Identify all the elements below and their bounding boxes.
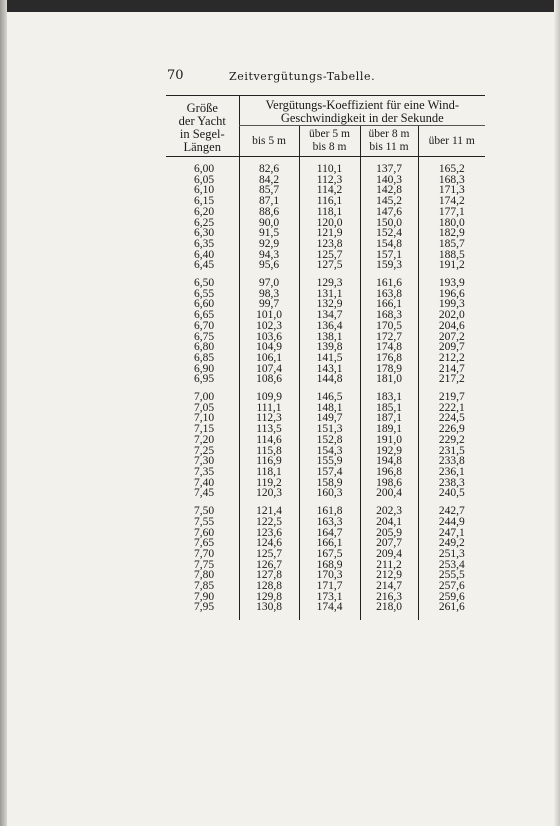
coefficient-cell: 91,5 (239, 228, 299, 239)
coefficient-cell: 251,3 (418, 549, 485, 560)
coefficient-cell: 226,9 (418, 424, 485, 435)
coefficient-cell: 137,7 (360, 164, 418, 175)
coefficient-cell: 171,3 (418, 185, 485, 196)
coefficient-cell: 112,3 (239, 413, 299, 424)
scan-left-edge (0, 0, 7, 826)
coefficient-cell: 107,4 (239, 364, 299, 375)
coefficient-cell: 126,7 (239, 560, 299, 571)
time-allowance-table (166, 95, 485, 620)
coefficient-cell: 129,8 (239, 592, 299, 603)
page-number: 70 (167, 68, 184, 83)
yacht-length-cell: 6,55 (194, 287, 215, 300)
coefficient-cell: 261,6 (418, 602, 485, 613)
yacht-length-cell: 6,00 (194, 163, 215, 175)
coefficient-cell: 113,5 (239, 424, 299, 435)
coefficient-cell: 207,2 (418, 332, 485, 343)
coefficient-cell: 132,9 (299, 299, 360, 310)
coefficient-cell: 123,8 (299, 239, 360, 250)
coefficient-cell: 119,2 (239, 478, 299, 489)
yacht-length-cell: 6,50 (194, 277, 215, 290)
coefficient-cell: 167,5 (299, 549, 360, 560)
coefficient-cell: 185,1 (360, 403, 418, 414)
yacht-length-cell: 7,80 (194, 569, 215, 582)
coefficient-cell: 104,9 (239, 342, 299, 353)
coefficient-cell: 173,1 (299, 592, 360, 603)
coefficient-cell: 187,1 (360, 413, 418, 424)
table-row (166, 435, 485, 446)
coefficient-cell: 127,5 (299, 260, 360, 271)
coefficient-cell: 183,1 (360, 392, 418, 403)
coefficient-cell: 233,8 (418, 456, 485, 467)
table-row (166, 549, 485, 560)
coefficient-cell: 170,5 (360, 321, 418, 332)
coefficient-cell: 200,4 (360, 488, 418, 499)
running-head: Zeitvergütungs-Tabelle. (229, 70, 376, 83)
coefficient-cell: 176,8 (360, 353, 418, 364)
wind-speed-header-line: bis 11 m (369, 141, 409, 153)
yacht-length-cell: 7,30 (194, 455, 215, 468)
coefficient-cell: 192,9 (360, 446, 418, 457)
coefficient-cell: 84,2 (239, 175, 299, 186)
coefficient-cell: 161,6 (360, 278, 418, 289)
yacht-length-cell: 6,20 (194, 205, 215, 218)
yacht-length-cell: 7,00 (194, 391, 215, 404)
wind-speed-header-line: über 8 m (368, 128, 410, 140)
wind-speed-header-line: über 11 m (428, 134, 475, 147)
coefficient-span-header-line: Geschwindigkeit in der Sekunde (280, 111, 444, 125)
coefficient-cell: 128,8 (239, 581, 299, 592)
coefficient-cell: 147,6 (360, 207, 418, 218)
coefficient-cell: 94,3 (239, 250, 299, 261)
coefficient-cell: 204,6 (418, 321, 485, 332)
yacht-length-cell: 7,05 (194, 401, 215, 414)
wind-speed-header (360, 126, 418, 157)
coefficient-cell: 138,1 (299, 332, 360, 343)
yacht-length-cell: 7,85 (194, 580, 215, 593)
yacht-length-cell: 6,80 (194, 341, 215, 354)
yacht-length-cell: 7,35 (194, 465, 215, 478)
yacht-length-cell: 6,60 (194, 298, 215, 311)
table-row (166, 207, 485, 218)
coefficient-cell: 211,2 (360, 560, 418, 571)
coefficient-cell: 127,8 (239, 570, 299, 581)
coefficient-cell: 118,1 (239, 467, 299, 478)
coefficient-cell: 168,3 (360, 310, 418, 321)
coefficient-cell: 151,3 (299, 424, 360, 435)
coefficient-cell: 101,0 (239, 310, 299, 321)
coefficient-cell: 229,2 (418, 435, 485, 446)
yacht-length-cell: 6,95 (194, 373, 215, 386)
wind-speed-header (239, 126, 299, 157)
group-spacer (166, 613, 485, 620)
coefficient-cell: 103,6 (239, 332, 299, 343)
table-row (166, 517, 485, 528)
coefficient-cell: 191,2 (418, 260, 485, 271)
yacht-length-cell: 7,45 (194, 487, 215, 500)
coefficient-cell: 194,8 (360, 456, 418, 467)
coefficient-cell: 174,4 (299, 602, 360, 613)
wind-speed-header-line: über 5 m (309, 128, 350, 140)
coefficient-cell: 244,9 (418, 517, 485, 528)
yacht-length-cell: 6,05 (194, 173, 215, 186)
yacht-length-cell: 7,10 (194, 412, 215, 425)
coefficient-cell: 168,9 (299, 560, 360, 571)
coefficient-cell: 172,7 (360, 332, 418, 343)
yacht-size-header-line: in Segel- (179, 127, 225, 141)
coefficient-cell: 159,3 (360, 260, 418, 271)
yacht-length-cell: 7,70 (194, 547, 215, 560)
coefficient-cell: 202,3 (360, 506, 418, 517)
yacht-length-cell: 7,55 (194, 515, 215, 528)
spacer-cell (166, 613, 239, 620)
coefficient-cell: 238,3 (418, 478, 485, 489)
yacht-length-cell: 7,65 (194, 537, 215, 550)
coefficient-cell: 188,5 (418, 250, 485, 261)
coefficient-cell: 247,1 (418, 528, 485, 539)
yacht-length-cell: 6,25 (194, 216, 215, 229)
coefficient-cell: 166,1 (299, 538, 360, 549)
yacht-size-header-line: Längen (183, 140, 221, 154)
coefficient-cell: 155,9 (299, 456, 360, 467)
coefficient-cell: 209,4 (360, 549, 418, 560)
coefficient-cell: 145,2 (360, 196, 418, 207)
coefficient-cell: 112,3 (299, 175, 360, 186)
coefficient-cell: 166,1 (360, 299, 418, 310)
scan-right-edge (554, 0, 560, 826)
coefficient-cell: 253,4 (418, 560, 485, 571)
coefficient-cell: 205,9 (360, 528, 418, 539)
coefficient-cell: 98,3 (239, 289, 299, 300)
coefficient-cell: 196,8 (360, 467, 418, 478)
coefficient-cell: 216,3 (360, 592, 418, 603)
yacht-length-cell: 7,60 (194, 526, 215, 539)
coefficient-cell: 150,0 (360, 218, 418, 229)
yacht-length-cell: 7,75 (194, 558, 215, 571)
table-row (166, 260, 485, 271)
coefficient-cell: 92,9 (239, 239, 299, 250)
yacht-length-cell: 6,40 (194, 248, 215, 261)
coefficient-cell: 191,0 (360, 435, 418, 446)
table-row (166, 374, 485, 385)
coefficient-cell: 118,1 (299, 207, 360, 218)
coefficient-cell: 255,5 (418, 570, 485, 581)
coefficient-cell: 224,5 (418, 413, 485, 424)
yacht-length-cell: 7,20 (194, 433, 215, 446)
yacht-length-cell: 6,35 (194, 237, 215, 250)
coefficient-cell: 141,5 (299, 353, 360, 364)
coefficient-cell: 242,7 (418, 506, 485, 517)
coefficient-cell: 168,3 (418, 175, 485, 186)
coefficient-cell: 115,8 (239, 446, 299, 457)
coefficient-cell: 217,2 (418, 374, 485, 385)
coefficient-cell: 149,7 (299, 413, 360, 424)
coefficient-cell: 214,7 (360, 581, 418, 592)
wind-speed-header (418, 126, 485, 157)
coefficient-cell: 144,8 (299, 374, 360, 385)
coefficient-cell: 136,4 (299, 321, 360, 332)
yacht-length-cell: 7,25 (194, 444, 215, 457)
coefficient-cell: 171,7 (299, 581, 360, 592)
coefficient-cell: 212,9 (360, 570, 418, 581)
coefficient-cell: 116,1 (299, 196, 360, 207)
coefficient-cell: 140,3 (360, 175, 418, 186)
coefficient-cell: 95,6 (239, 260, 299, 271)
yacht-size-header-line: der Yacht (178, 114, 226, 128)
table-body (166, 157, 485, 621)
yacht-length-cell: 7,15 (194, 423, 215, 436)
coefficient-cell: 161,8 (299, 506, 360, 517)
coefficient-cell: 160,3 (299, 488, 360, 499)
yacht-length-cell: 6,85 (194, 351, 215, 364)
scan-top-band (0, 0, 560, 12)
coefficient-cell: 109,9 (239, 392, 299, 403)
coefficient-cell: 85,7 (239, 185, 299, 196)
coefficient-cell: 178,9 (360, 364, 418, 375)
coefficient-cell: 154,8 (360, 239, 418, 250)
coefficient-cell: 209,7 (418, 342, 485, 353)
coefficient-cell: 218,0 (360, 602, 418, 613)
coefficient-cell: 157,4 (299, 467, 360, 478)
yacht-length-cell: 6,15 (194, 195, 215, 208)
coefficient-cell: 142,8 (360, 185, 418, 196)
coefficient-cell: 125,7 (239, 549, 299, 560)
spacer-cell (299, 613, 360, 620)
coefficient-cell: 196,6 (418, 289, 485, 300)
coefficient-cell: 222,1 (418, 403, 485, 414)
coefficient-cell: 121,4 (239, 506, 299, 517)
coefficient-cell: 259,6 (418, 592, 485, 603)
coefficient-cell: 202,0 (418, 310, 485, 321)
coefficient-cell: 122,5 (239, 517, 299, 528)
coefficient-cell: 231,5 (418, 446, 485, 457)
yacht-length-cell: 6,65 (194, 309, 215, 322)
coefficient-cell: 99,7 (239, 299, 299, 310)
coefficient-cell: 120,3 (239, 488, 299, 499)
coefficient-cell: 102,3 (239, 321, 299, 332)
coefficient-cell: 88,6 (239, 207, 299, 218)
table-row (166, 321, 485, 332)
coefficient-cell: 125,7 (299, 250, 360, 261)
coefficient-cell: 121,9 (299, 228, 360, 239)
coefficient-cell: 130,8 (239, 602, 299, 613)
coefficient-cell: 193,9 (418, 278, 485, 289)
spacer-cell (418, 613, 485, 620)
coefficient-cell: 114,2 (299, 185, 360, 196)
coefficient-cell: 174,8 (360, 342, 418, 353)
yacht-size-header (166, 96, 239, 157)
table-row (166, 602, 485, 613)
coefficient-cell: 82,6 (239, 164, 299, 175)
coefficient-cell: 257,6 (418, 581, 485, 592)
coefficient-cell: 180,0 (418, 218, 485, 229)
coefficient-cell: 204,1 (360, 517, 418, 528)
yacht-length-cell: 7,90 (194, 590, 215, 603)
wind-speed-header (299, 126, 360, 157)
coefficient-cell: 123,6 (239, 528, 299, 539)
coefficient-cell: 90,0 (239, 218, 299, 229)
yacht-length-cell: 6,10 (194, 184, 215, 197)
coefficient-cell: 134,7 (299, 310, 360, 321)
coefficient-cell: 163,3 (299, 517, 360, 528)
coefficient-cell: 181,0 (360, 374, 418, 385)
spacer-cell (360, 613, 418, 620)
yacht-length-cell: 6,70 (194, 319, 215, 332)
coefficient-cell: 165,2 (418, 164, 485, 175)
coefficient-cell: 108,6 (239, 374, 299, 385)
yacht-length-cell: 7,95 (194, 601, 215, 614)
coefficient-cell: 164,7 (299, 528, 360, 539)
coefficient-cell: 143,1 (299, 364, 360, 375)
coefficient-cell: 199,3 (418, 299, 485, 310)
coefficient-cell: 185,7 (418, 239, 485, 250)
coefficient-cell: 148,1 (299, 403, 360, 414)
coefficient-cell: 97,0 (239, 278, 299, 289)
coefficient-cell: 219,7 (418, 392, 485, 403)
coefficient-cell: 152,8 (299, 435, 360, 446)
spacer-cell (239, 613, 299, 620)
coefficient-cell: 146,5 (299, 392, 360, 403)
coefficient-cell: 124,6 (239, 538, 299, 549)
coefficient-cell: 177,1 (418, 207, 485, 218)
coefficient-cell: 120,0 (299, 218, 360, 229)
coefficient-cell: 174,2 (418, 196, 485, 207)
yacht-length-cell: 6,45 (194, 259, 215, 272)
coefficient-cell: 189,1 (360, 424, 418, 435)
coefficient-cell: 111,1 (239, 403, 299, 414)
coefficient-span-header (239, 96, 485, 126)
coefficient-cell: 152,4 (360, 228, 418, 239)
coefficient-cell: 129,3 (299, 278, 360, 289)
coefficient-cell: 198,6 (360, 478, 418, 489)
coefficient-cell: 182,9 (418, 228, 485, 239)
coefficient-cell: 106,1 (239, 353, 299, 364)
yacht-length-cell: 6,90 (194, 362, 215, 375)
coefficient-cell: 154,3 (299, 446, 360, 457)
coefficient-cell: 240,5 (418, 488, 485, 499)
coefficient-cell: 214,7 (418, 364, 485, 375)
yacht-length-cell: 7,40 (194, 476, 215, 489)
wind-speed-header-line: bis 5 m (252, 134, 286, 147)
coefficient-cell: 114,6 (239, 435, 299, 446)
coefficient-cell: 110,1 (299, 164, 360, 175)
yacht-length-cell: 7,50 (194, 505, 215, 518)
coefficient-span-header-line: Vergütungs-Koeffizient für eine Wind- (265, 98, 460, 112)
coefficient-cell: 131,1 (299, 289, 360, 300)
yacht-length-cell: 6,75 (194, 330, 215, 343)
coefficient-cell: 207,7 (360, 538, 418, 549)
wind-speed-header-line: bis 8 m (312, 141, 347, 153)
coefficient-cell: 212,2 (418, 353, 485, 364)
yacht-size-header-line: Größe (186, 101, 218, 115)
coefficient-cell: 116,9 (239, 456, 299, 467)
coefficient-cell: 249,2 (418, 538, 485, 549)
coefficient-cell: 139,8 (299, 342, 360, 353)
yacht-length-cell: 6,30 (194, 227, 215, 240)
coefficient-cell: 157,1 (360, 250, 418, 261)
coefficient-cell: 236,1 (418, 467, 485, 478)
coefficient-cell: 87,1 (239, 196, 299, 207)
coefficient-cell: 163,8 (360, 289, 418, 300)
coefficient-cell: 170,3 (299, 570, 360, 581)
coefficient-cell: 158,9 (299, 478, 360, 489)
table-row (166, 488, 485, 499)
